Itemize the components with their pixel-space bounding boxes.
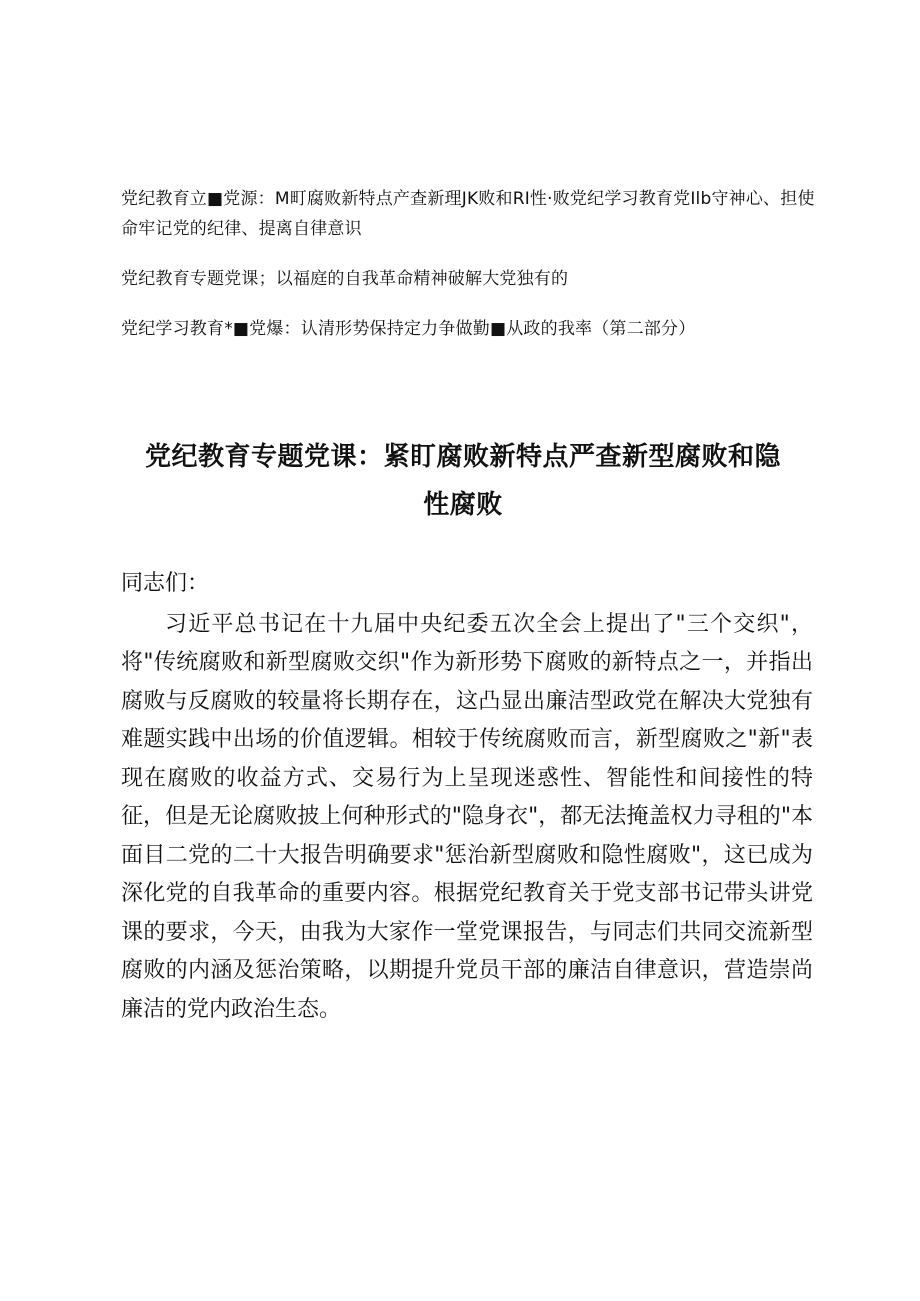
toc-item-2[interactable]: 党纪教育专题党课；以福庭的自我革命精神破解大党独有的 bbox=[121, 269, 569, 289]
article-title bbox=[118, 433, 808, 529]
salutation: 同志们： bbox=[121, 571, 210, 596]
article-body bbox=[121, 565, 813, 1029]
article-title-line-2: 性腐败 bbox=[423, 490, 503, 521]
article-title-line-1: 党纪教育专题党课：紧盯腐败新特点严查新型腐败和隐 bbox=[144, 442, 781, 473]
body-paragraph: 习近平总书记在十九届中央纪委五次全会上提出了"三个交织"，将"传统腐败和新型腐败交织"作为新形势下腐败的新特点之一，并指出腐败与反腐败的较量将长期存在，这凸显出廉洁型政党在解决大党独有难题实践中出场的价值逻辑。相较于传统腐败而言，新型腐败之"新"表现在腐败的收益方式、交易行为上呈现迷惑性、智能性和间接性的特征，但是无论腐败披上何种形式的"隐身衣"，都无法掩盖权力寻租的"本面目二党的二十大报告明确要求"惩治新型腐败和隐性腐败"，这已成为深化党的自我革命的重要内容。根据党纪教育关于党支部书记带头讲党课的要求，今天，由我为大家作一堂党课报告，与同志们共同交流新型腐败的内涵及惩治策略，以期提升党员干部的廉洁自律意识，营造崇尚廉洁的党内政治生态。 bbox=[121, 611, 813, 1022]
toc-item-1[interactable]: 党纪教育立■党源：M町腐败新特点产查新理JK败和RI性·败党纪学习教育党Ilb守神心、担使命牢记党的纪律、提离自律意识 bbox=[121, 189, 815, 239]
toc-item-3[interactable]: 党纪学习教育*■党爆：认清形势保持定力争做勤■从政的我率（第二部分） bbox=[121, 319, 696, 339]
table-of-contents bbox=[121, 184, 821, 364]
